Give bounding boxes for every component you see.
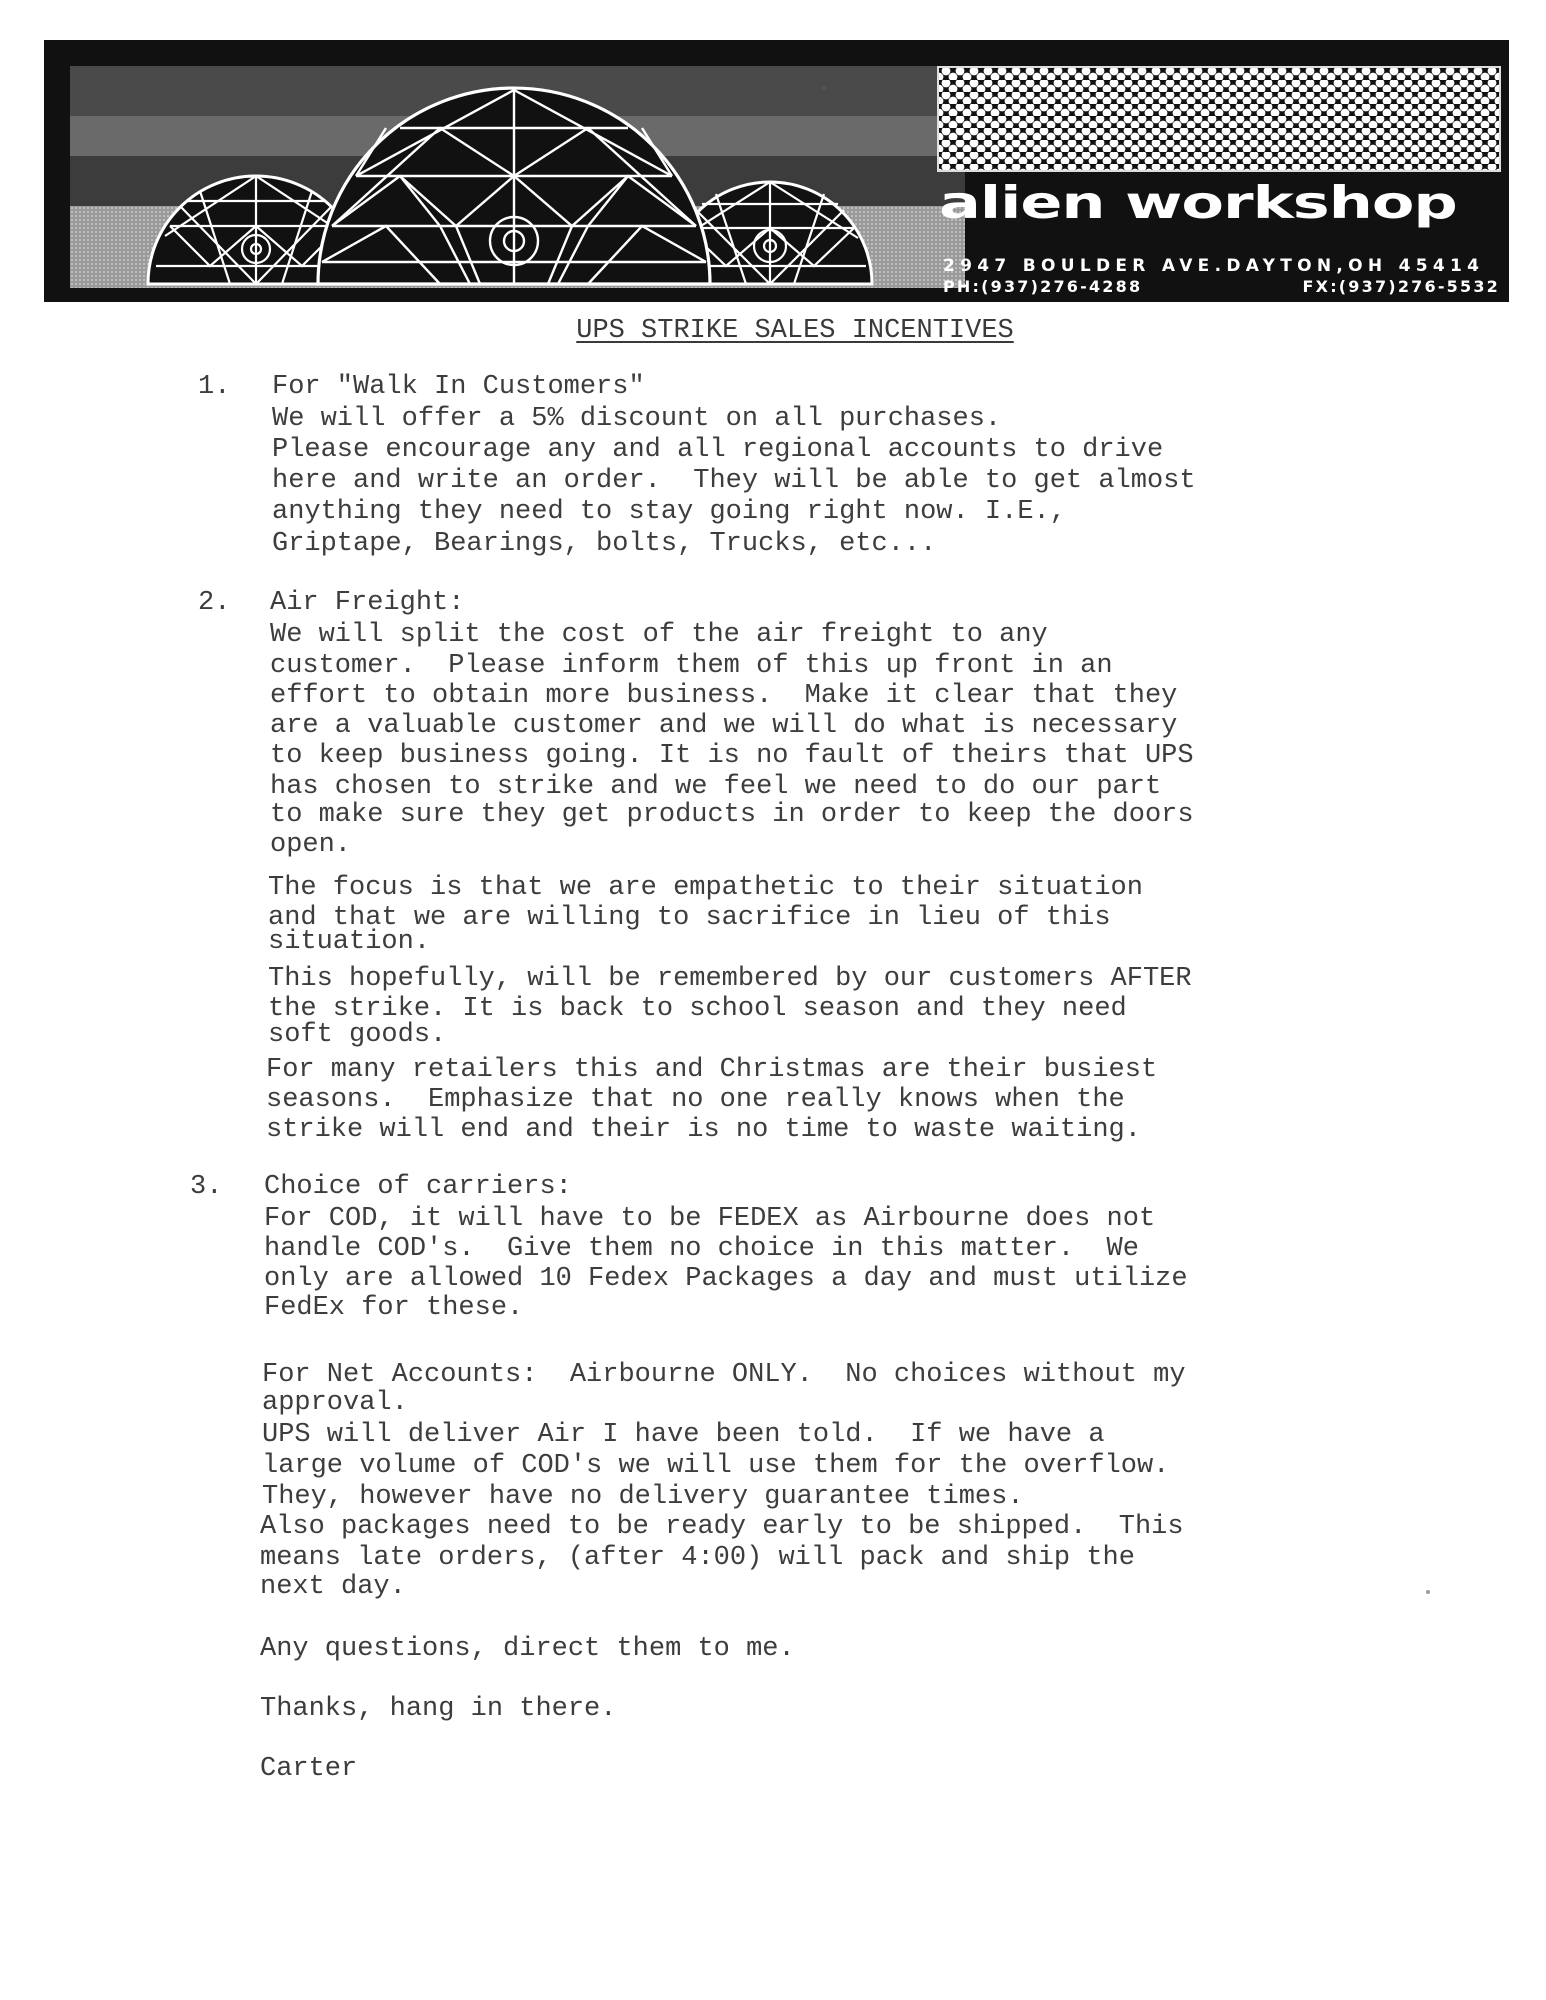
text-line: only are allowed 10 Fedex Packages a day and must utilize (264, 1264, 1188, 1294)
text-line: open. (270, 830, 352, 860)
hex-pattern (937, 66, 1501, 172)
text-line: and that we are willing to sacrifice in lieu of this (268, 903, 1111, 933)
text-line: the strike. It is back to school season and they need (268, 994, 1127, 1024)
text-line: We will offer a 5% discount on all purchases. (272, 404, 1002, 434)
text-line: UPS will deliver Air I have been told. If we have a (262, 1420, 1105, 1450)
closing-thanks: Thanks, hang in there. (260, 1694, 617, 1724)
memo-title: UPS STRIKE SALES INCENTIVES (576, 316, 1014, 346)
scan-speck (1426, 1590, 1430, 1594)
signature: Carter (260, 1754, 358, 1784)
text-line: here and write an order. They will be able to get almost (272, 466, 1196, 496)
text-line: to keep business going. It is no fault of theirs that UPS (270, 741, 1194, 771)
closing-question: Any questions, direct them to me. (260, 1634, 795, 1664)
text-line: FedEx for these. (264, 1293, 524, 1323)
company-fax: FX:(937)276-5532 (1302, 277, 1500, 296)
text-line: For Net Accounts: Airbourne ONLY. No choices without my (262, 1360, 1186, 1390)
company-address: 2947 BOULDER AVE.DAYTON,OH 45414 (943, 256, 1485, 276)
scan-speck (822, 86, 826, 90)
text-line: For "Walk In Customers" (272, 372, 645, 402)
text-line: Also packages need to be ready early to be shipped. This (260, 1512, 1184, 1542)
text-line: anything they need to stay going right now. I.E., (272, 497, 1066, 527)
text-line: has chosen to strike and we feel we need to do our part (270, 772, 1162, 802)
text-line: large volume of COD's we will use them for the overflow. (262, 1451, 1170, 1481)
text-line: Choice of carriers: (264, 1172, 572, 1202)
brand-panel (929, 66, 1502, 296)
text-line: We will split the cost of the air freight to any (270, 620, 1048, 650)
text-line: strike will end and their is no time to waste waiting. (266, 1115, 1141, 1145)
text-line: customer. Please inform them of this up front in an (270, 651, 1113, 681)
text-line: are a valuable customer and we will do what is necessary (270, 711, 1178, 741)
text-line: soft goods. (268, 1020, 447, 1050)
text-line: means late orders, (after 4:00) will pack and ship the (260, 1543, 1135, 1573)
text-line: The focus is that we are empathetic to their situation (268, 873, 1143, 903)
company-name: alien workshop (939, 176, 1457, 229)
text-line: handle COD's. Give them no choice in this matter. We (264, 1234, 1139, 1264)
section-number: 1. (198, 372, 231, 402)
text-line: Griptape, Bearings, bolts, Trucks, etc... (272, 529, 937, 559)
letterhead (44, 40, 1509, 302)
text-line: effort to obtain more business. Make it clear that they (270, 681, 1178, 711)
company-phone: PH:(937)276-4288 (943, 277, 1143, 296)
section-number: 3. (190, 1172, 223, 1202)
text-line: approval. (262, 1388, 408, 1418)
text-line: For COD, it will have to be FEDEX as Airbourne does not (264, 1204, 1156, 1234)
text-line: Air Freight: (270, 588, 465, 618)
text-line: Please encourage any and all regional accounts to drive (272, 435, 1164, 465)
text-line: to make sure they get products in order to keep the doors (270, 800, 1194, 830)
text-line: situation. (268, 927, 431, 957)
text-line: They, however have no delivery guarantee times. (262, 1482, 1024, 1512)
geodesic-domes-icon (70, 66, 965, 288)
text-line: This hopefully, will be remembered by our customers AFTER (268, 964, 1192, 994)
text-line: For many retailers this and Christmas are their busiest (266, 1055, 1158, 1085)
text-line: seasons. Emphasize that no one really knows when the (266, 1085, 1125, 1115)
section-number: 2. (198, 588, 231, 618)
text-line: next day. (260, 1572, 406, 1602)
